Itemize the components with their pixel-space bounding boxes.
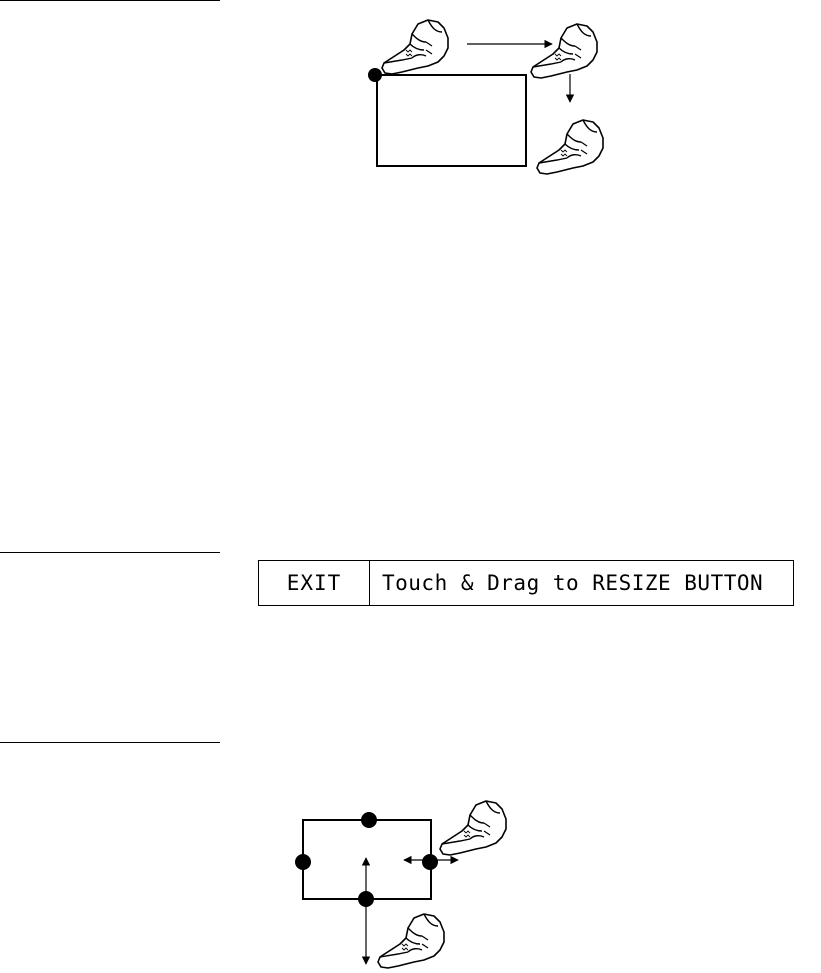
pointing-hand-icon xyxy=(378,914,444,968)
left-handle xyxy=(295,854,311,870)
pointing-hand-icon xyxy=(440,801,506,855)
instruction-text: Touch & Drag to RESIZE BUTTON xyxy=(382,571,764,595)
right-handle xyxy=(422,854,438,870)
top-handle xyxy=(361,812,377,828)
exit-button[interactable]: EXIT xyxy=(259,561,370,605)
